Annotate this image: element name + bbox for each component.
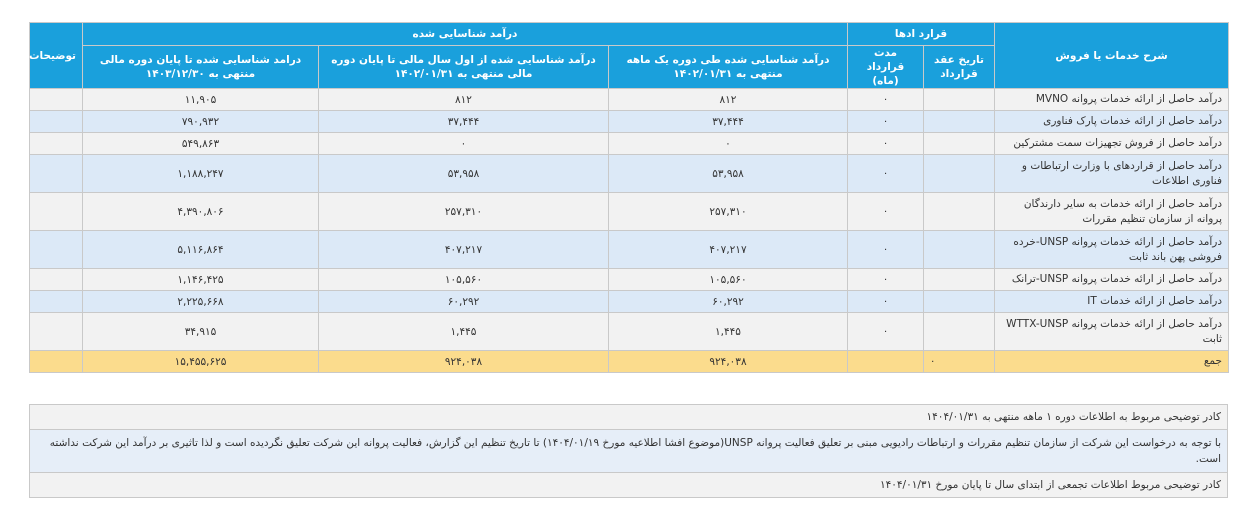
total-label: جمع [995,351,1229,373]
total-row [30,351,1229,373]
total-duration: ۰ [924,351,995,373]
row-rev-1month: ۲۵۷,۳۱۰ [609,193,848,231]
table-row [30,313,1229,351]
header-desc: شرح خدمات یا فروش [995,23,1229,89]
row-rev-total: ۱,۱۴۶,۴۲۵ [83,269,319,291]
row-rev-1month: ۳۷,۴۴۴ [609,111,848,133]
revenue-table-container [29,22,1228,373]
table-row [30,231,1229,269]
row-duration: ۰ [848,133,924,155]
row-desc: درآمد حاصل از ارائه خدمات به سایر دارندگان پروانه از سازمان تنظیم مقررات [995,193,1229,231]
row-desc: درآمد حاصل از ارائه خدمات پروانه UNSP-ترانک [995,269,1229,291]
row-rev-fy: ۶۰,۲۹۲ [319,291,609,313]
row-rev-fy: ۵۳,۹۵۸ [319,155,609,193]
row-notes [30,89,83,111]
row-rev-1month: ۶۰,۲۹۲ [609,291,848,313]
row-notes [30,155,83,193]
row-duration: ۰ [848,313,924,351]
row-contract-date [924,133,995,155]
row-duration: ۰ [848,155,924,193]
row-rev-fy: ۱,۴۴۵ [319,313,609,351]
row-notes [30,269,83,291]
table-row [30,89,1229,111]
header-contracts: قرارد ادها [848,23,995,46]
row-duration: ۰ [848,291,924,313]
notes-table [29,404,1228,498]
revenue-table [29,22,1229,373]
row-notes [30,231,83,269]
total-rev-1month: ۹۲۴,۰۳۸ [609,351,848,373]
header-contract-duration: مدت قرارداد (ماه) [848,46,924,89]
row-rev-1month: ۴۰۷,۲۱۷ [609,231,848,269]
row-desc: درآمد حاصل از ارائه خدمات پارک فناوری [995,111,1229,133]
row-contract-date [924,231,995,269]
row-rev-fy: ۱۰۵,۵۶۰ [319,269,609,291]
row-contract-date [924,291,995,313]
row-contract-date [924,111,995,133]
table-row [30,291,1229,313]
row-rev-total: ۷۹۰,۹۳۲ [83,111,319,133]
row-duration: ۰ [848,193,924,231]
row-desc: درآمد حاصل از فروش تجهیزات سمت مشترکین [995,133,1229,155]
row-contract-date [924,193,995,231]
row-rev-fy: ۳۷,۴۴۴ [319,111,609,133]
row-desc: درآمد حاصل از ارائه خدمات پروانه UNSP-خرده فروشی پهن باند ثابت [995,231,1229,269]
header-rev-to-end: درامد شناسایی شده تا پایان دوره مالی منتهی به ۱۴۰۳/۱۲/۳۰ [83,46,319,89]
row-contract-date [924,89,995,111]
row-rev-1month: ۰ [609,133,848,155]
row-desc: درآمد حاصل از ارائه خدمات IT [995,291,1229,313]
row-contract-date [924,269,995,291]
table-row [30,155,1229,193]
header-notes: توضیحات [30,23,83,89]
row-desc: درآمد حاصل از ارائه خدمات پروانه WTTX-UNSP ثابت [995,313,1229,351]
header-contract-date: تاریخ عقد قرارداد [924,46,995,89]
row-desc: درآمد حاصل از ارائه خدمات پروانه MVNO [995,89,1229,111]
row-contract-date [924,155,995,193]
row-rev-total: ۵۴۹,۸۶۳ [83,133,319,155]
table-row [30,269,1229,291]
note-cumulative-title: کادر توضیحی مربوط اطلاعات تجمعی از ابتدای سال تا پایان مورخ ۱۴۰۴/۰۱/۳۱ [30,473,1228,498]
row-rev-total: ۱,۱۸۸,۲۴۷ [83,155,319,193]
row-rev-fy: ۸۱۲ [319,89,609,111]
table-row [30,193,1229,231]
row-notes [30,133,83,155]
header-rev-1month: درآمد شناسایی شده طی دوره یک ماهه منتهی به ۱۴۰۲/۰۱/۳۱ [609,46,848,89]
total-empty [848,351,924,373]
row-rev-total: ۴,۳۹۰,۸۰۶ [83,193,319,231]
row-duration: ۰ [848,111,924,133]
row-rev-fy: ۲۵۷,۳۱۰ [319,193,609,231]
row-notes [30,291,83,313]
row-rev-total: ۵,۱۱۶,۸۶۴ [83,231,319,269]
row-rev-fy: ۰ [319,133,609,155]
total-rev-total: ۱۵,۴۵۵,۶۲۵ [83,351,319,373]
row-notes [30,111,83,133]
row-rev-total: ۲,۲۲۵,۶۶۸ [83,291,319,313]
row-rev-1month: ۵۳,۹۵۸ [609,155,848,193]
row-rev-1month: ۱۰۵,۵۶۰ [609,269,848,291]
row-desc: درآمد حاصل از قراردهای با وزارت ارتباطات و فناوری اطلاعات [995,155,1229,193]
row-duration: ۰ [848,231,924,269]
row-rev-1month: ۸۱۲ [609,89,848,111]
row-notes [30,313,83,351]
notes-box [29,404,1228,498]
row-contract-date [924,313,995,351]
row-rev-total: ۳۴,۹۱۵ [83,313,319,351]
header-rev-fy-start: درآمد شناسایی شده از اول سال مالی تا پایان دوره مالی منتهی به ۱۴۰۲/۰۱/۳۱ [319,46,609,89]
total-notes [30,351,83,373]
row-rev-total: ۱۱,۹۰۵ [83,89,319,111]
row-duration: ۰ [848,269,924,291]
row-rev-fy: ۴۰۷,۲۱۷ [319,231,609,269]
row-rev-1month: ۱,۴۴۵ [609,313,848,351]
note-monthly-body: با توجه به درخواست این شرکت از سازمان تنظیم مقررات و ارتباطات رادیویی مبنی بر تعلیق فعالیت پروانه UNSP(موضوع افشا اطلاعیه مورخ ۱۴۰۴/۰۱/۱۹) تا تاریخ تنظیم این گزارش، فعالیت پروانه این شرکت تعلیق نگردیده است و لذا تاثیری بر درآمد این شرکت نداشته است. [30,430,1228,473]
note-monthly-title: کادر توضیحی مربوط به اطلاعات دوره ۱ ماهه منتهی به ۱۴۰۴/۰۱/۳۱ [30,405,1228,430]
header-revenue: درآمد شناسایی شده [83,23,848,46]
total-rev-fy: ۹۲۴,۰۳۸ [319,351,609,373]
row-duration: ۰ [848,89,924,111]
table-row [30,133,1229,155]
table-row [30,111,1229,133]
row-notes [30,193,83,231]
